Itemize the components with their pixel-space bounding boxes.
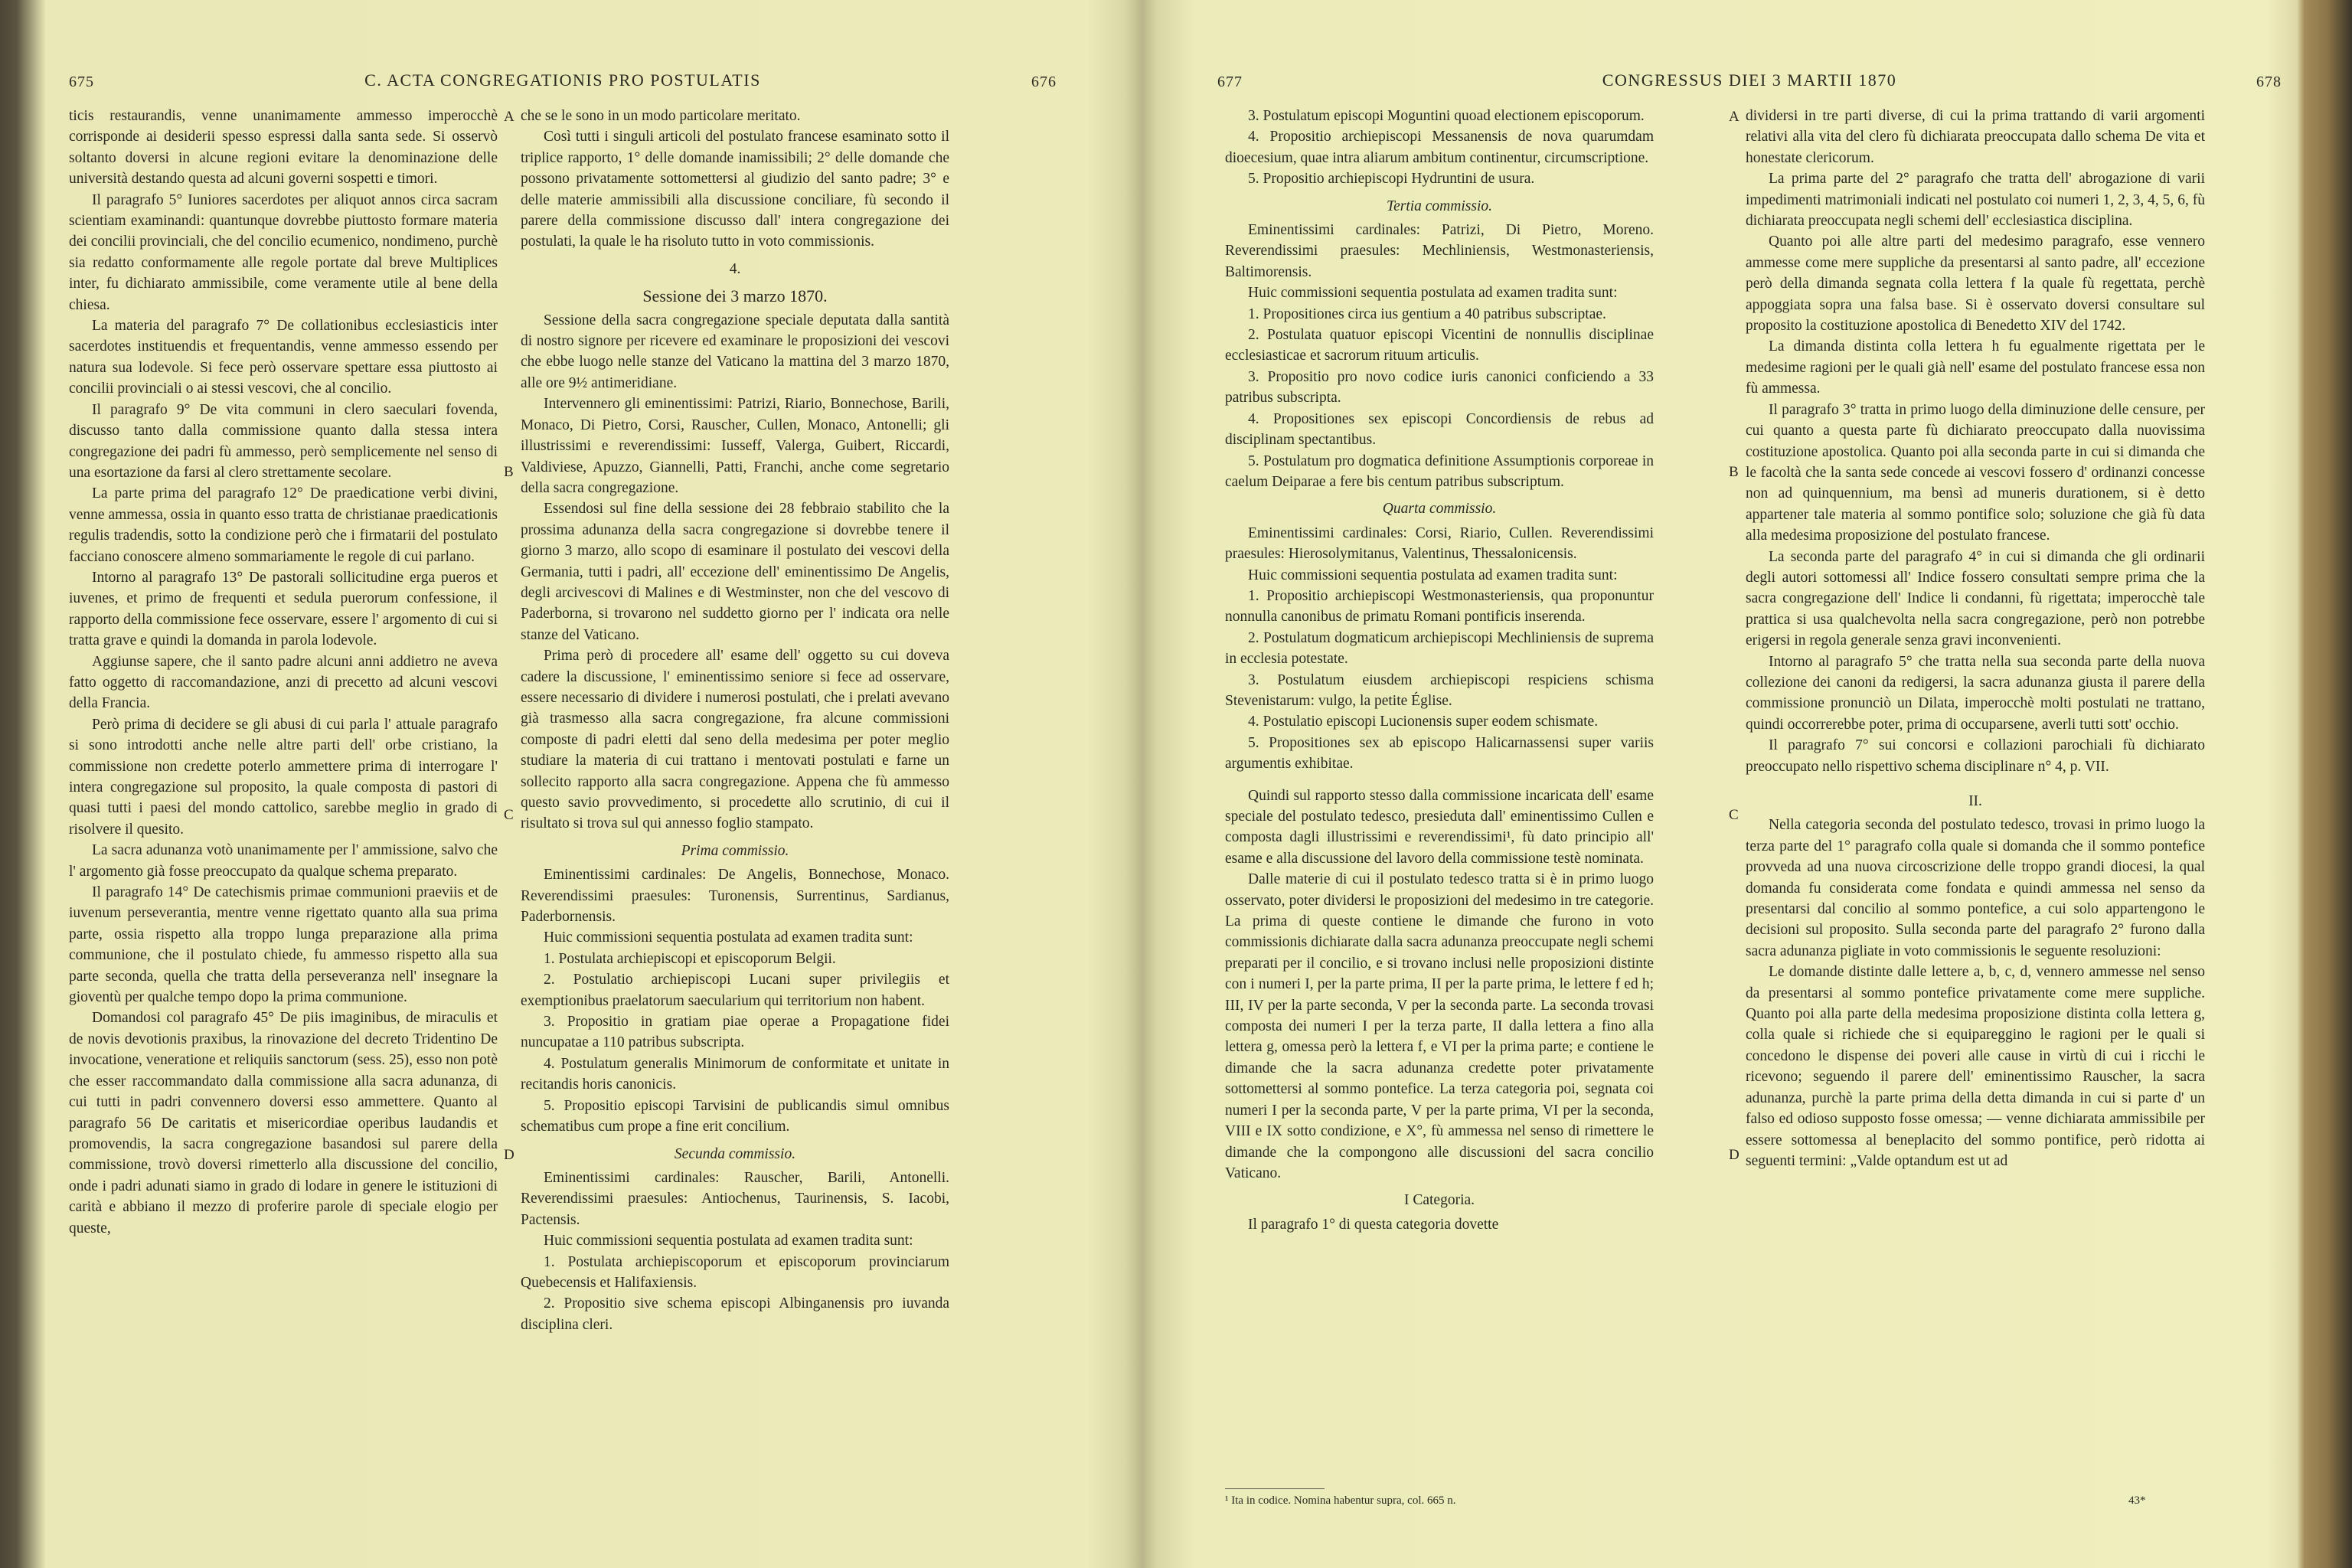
list-item: 2. Postulatum dogmaticum archiepiscopi Mechliniensis de suprema in ecclesia potestate. — [1225, 629, 1654, 668]
page-number: 678 — [2256, 74, 2282, 90]
running-head-right — [1217, 67, 2282, 98]
paragraph: Huic commissioni sequentia postulata ad examen tradita sunt: — [544, 929, 913, 946]
text-column — [69, 106, 498, 1239]
list-item: 3. Propositio pro novo codice iuris canonici conficiendo a 33 patribus subscripta. — [1225, 368, 1654, 407]
running-title: CONGRESSUS DIEI 3 MARTII 1870 — [1602, 70, 1897, 90]
list-item: 4. Propositio archiepiscopi Messanensis de nova quarumdam dioecesium, quae intra aliarum ambitum continentur, circumscriptione. — [1225, 129, 1654, 166]
paragraph: Le domande distinte dalle lettere a, b, c, d, vennero ammesse nel senso da presentarsi al sommo pontefice privatamente come mere suppliche. Quanto poi alla parte della medesima proposizione distinta colla lettera g, colla quale si richiede che si equipareggino le ragioni per le quali si concedono le dispense dei poveri alle cause in virtù di cui i ricchi le ricevono; seguendo il parere dell' eminentissimo Rauscher, la sacra adunanza, purchè la parte prima della detta dimanda in cui si parte d' un falso ed odioso supposto fosse omessa; — venne dichiarata ammissibile per essere sottomessa al beneplacito del sommo pontifice, però ridotta ai seguenti termini: „Valde optandum est ut ad — [1746, 964, 2205, 1169]
section-heading: Sessione dei 3 marzo 1870. — [642, 286, 828, 306]
paragraph: La seconda parte del paragrafo 4° in cui si dimanda che gli ordinarii degli autori sottomessi all' Indice fossero consultati sempre prima che la sacra congregazione dell' Indice li condanni, fù rigettata; imperocchè tale prattica si usa qualchevolta nella sacra congregazione, però non potrebbe erigersi in regola generale senza gravi inconvenienti. — [1746, 548, 2205, 649]
subheading: Tertia commissio. — [1387, 198, 1492, 214]
paragraph: Il paragrafo 5° Iuniores sacerdotes per aliquot annos circa sacram scientiam examinandi: quantunque dovrebbe piuttosto formare materia dei concilii provinciali, che del concilio ecumenico, nondimeno, purchè sia redatto conformamente alle regole portate dal breve Multiplices inter, fu dichiarato ammissibile, come veramente utile al bene della chiesa. — [69, 191, 498, 313]
paragraph: Prima però di procedere all' esame dell' oggetto su cui doveva cadere la discussione, l' eminentissimo seniore si fece ad osservare, essere necessario di dividere i numerosi postulati, che i prelati avevano già trasmesso alla sacra congregazione, fra alcune commissioni composte di padri eletti dal seno della medesima per poter meglio studiare la materia di cui trattano i mentovati postulati e farne un sollecito rapporto alla sacra congregazione. Appena che fù ammesso questo savio provvedimento, si procedette allo scrutinio, di cui il risultato si trova sul qui annesso foglio stampato. — [521, 648, 949, 832]
paragraph: dividersi in tre parti diverse, di cui la prima trattando di varii argomenti relativi alla vita del clero fù dichiarata preoccupata dallo schema De vita et honestate clericorum. — [1746, 108, 2205, 166]
paragraph: Sessione della sacra congregazione speciale deputata dalla santità di nostro signore per ricevere ed examinare le proposizioni dei vescovi che ebbe luogo nelle stanze del Vaticano la mattina del 3 marzo 1870, alle ore 9½ antimeridiane. — [521, 312, 949, 391]
running-title: C. ACTA CONGREGATIONIS PRO POSTULATIS — [364, 70, 761, 90]
text-column — [1225, 106, 1654, 1235]
margin-letter: D — [1729, 1147, 1740, 1163]
paragraph: Nella categoria seconda del postulato tedesco, trovasi in primo luogo la terza parte del 1° paragrafo colla quale si domanda che il sommo pontefice provveda ad una nuova circoscrizione delle troppo grandi diocesi, la qual domanda fu considerata come fondata e quindi ammessa nel senso da presentarsi dal concilio al sommo pontefice, a cui solo appartengono le decisioni sul proposito. Sulla seconda parte del paragrafo 2° furono dalla sacra adunanza pigliate in voto commissionis le seguente resoluzioni: — [1746, 817, 2205, 959]
paragraph: Così tutti i singuli articoli del postulato francese esaminato sotto il triplice rapporto, 1° delle domande inamissibili; 2° delle domande che possono privatamente sottomettersi al giudizio del santo padre; 3° e delle materie ammissibili alla discussione conciliare, fù secondo il parere della commissione discusso dall' intera congregazione dei postulati, la quale le ha risoluto tutto in voto commissionis. — [521, 129, 949, 250]
list-item: 2. Propositio sive schema episcopi Albinganensis pro iuvanda disciplina cleri. — [521, 1295, 949, 1333]
list-item: 1. Propositio archiepiscopi Westmonasteriensis, qua proponuntur nonnulla canonibus de primatu Romani pontificis inserenda. — [1225, 587, 1654, 626]
subheading: I Categoria. — [1403, 1192, 1475, 1209]
paragraph: Però prima di decidere se gli abusi di cui parla l' attuale paragrafo si sono introdotti anche nelle altre parti dell' orbe cristiano, la commissione non credette poterlo ammettere prima di interrogare l' intera congregazione sul proposito, la quale composta di pastori di quasi tutti i paesi del mondo cattolico, sarebbe meglio in grado di risolvere il quesito. — [69, 716, 498, 838]
margin-letter: A — [1729, 109, 1740, 125]
list-item: 4. Postulatio episcopi Lucionensis super eodem schismate. — [1248, 714, 1599, 730]
paragraph: Eminentissimi cardinales: Corsi, Riario, Cullen. Reverendissimi praesules: Hierosolymitanus, Valentinus, Thessalonicensis. — [1225, 524, 1654, 563]
list-item: 5. Propositiones sex ab episcopo Halicarnassensi super variis argumentis exhibitae. — [1225, 734, 1654, 773]
text-column — [1746, 106, 2205, 1171]
text-column — [521, 106, 949, 1335]
paragraph: che se le sono in un modo particolare meritato. — [521, 108, 801, 124]
page-number: 677 — [1217, 74, 1243, 90]
list-item: 4. Postulatum generalis Minimorum de conformitate et unitate in recitandis horis canonicis. — [521, 1055, 949, 1093]
paragraph: La materia del paragrafo 7° De collationibus ecclesiasticis inter sacerdotes instituendis et frequentandis, venne ammesso essendo per natura sua lodevole. Si fece però osservare spettare essa piuttosto ai concilii provinciali o ai stessi vescovi, che al concilio. — [69, 318, 498, 397]
paragraph: Eminentissimi cardinales: Rauscher, Barili, Antonelli. Reverendissimi praesules: Antiochenus, Taurinensis, S. Iacobi, Pactensis. — [521, 1169, 949, 1228]
paragraph: Eminentissimi cardinales: Patrizi, Di Pietro, Moreno. Reverendissimi praesules: Mechliniensis, Westmonasteriensis, Baltimorensis. — [1225, 222, 1654, 280]
paragraph: Quanto poi alle altre parti del medesimo paragrafo, esse vennero ammesse come mere suppliche da presentarsi al santo padre, all' eccezione però della dimanda segnata colla lettera f la quale fù regettata, perchè appoggiata sopra una falsa base. Si è osservato doversi consultare sul proposito la costituzione apostolica di Benedetto XIV del 1742. — [1746, 234, 2205, 335]
margin-letter: A — [504, 109, 514, 125]
paragraph: Huic commissioni sequentia postulata ad examen tradita sunt: — [1248, 285, 1618, 302]
list-item: 1. Postulata archiepiscopi et episcoporum Belgii. — [544, 950, 836, 967]
signature-mark: 43* — [2128, 1494, 2146, 1507]
paragraph: Huic commissioni sequentia postulata ad examen tradita sunt: — [1248, 567, 1618, 583]
list-item: 4. Propositiones sex episcopi Concordiensis de rebus ad disciplinam spectantibus. — [1225, 410, 1654, 449]
paragraph: Intervennero gli eminentissimi: Patrizi, Riario, Bonnechose, Barili, Monaco, Di Pietro, Corsi, Rauscher, Cullen, Monaco, Antonelli; gli illustrissimi e reverendissimi: Iusseff, Valerga, Guibert, Riccardi, Valdiviese, Apuzzo, Giannelli, Patti, Franchi, anche come segretario della sacra congregazione. — [521, 396, 949, 496]
subheading: Quarta commissio. — [1382, 501, 1497, 518]
list-item: 3. Propositio in gratiam piae operae a Propagatione fidei nuncupatae a 110 patribus subscripta. — [521, 1014, 949, 1051]
list-item: 1. Propositiones circa ius gentium a 40 patribus subscriptae. — [1248, 305, 1606, 322]
margin-letter: B — [504, 464, 514, 480]
paragraph: Eminentissimi cardinales: De Angelis, Bonnechose, Monaco. Reverendissimi praesules: Turonensis, Surrentinus, Sardianus, Paderbornensis. — [521, 867, 949, 926]
paragraph: Huic commissioni sequentia postulata ad examen tradita sunt: — [544, 1233, 913, 1250]
list-item: 3. Postulatum episcopi Moguntini quoad electionem episcoporum. — [1248, 108, 1645, 124]
paragraph: La sacra adunanza votò unanimamente per l' ammissione, salvo che l' argomento già fosse preoccupato da qualque schema preparato. — [69, 842, 498, 880]
paragraph: Dalle materie di cui il postulato tedesco tratta si è in primo luogo osservato, poter dividersi le proposizioni del medesimo in tre categorie. La prima di queste contiene le dimande che furono in voto commissionis dichiarate dalla sacra adunanza preoccupate negli schemi preparati per il concilio, e si trovano inclusi nelle proposizioni distinte con i numeri I, per la parte prima, II per la parte prima, le lettere f ed h; III, IV per la parte seconda, V per la seconda parte. La seconda trovasi composta dei numeri I per la terza parte, II dalla lettera a fino alla lettera g, omessa però la lettera f, e VI per la prima parte; e contiene le dimande che la sacra adunanza credette poter privatamente sottomettersi al sommo pontefice. La terza categoria poi, segnata coi numeri I per la seconda parte, V per la parte prima, VI per la seconda, VIII e IX sotto condizione, e X°, fù ammessa nel senso di rimettere le dimande che la compongono alle discussioni del sacra concilio Vaticano. — [1225, 871, 1654, 1181]
list-item: 1. Postulata archiepiscoporum et episcoporum provinciarum Quebecensis et Halifaxiensis. — [521, 1253, 949, 1291]
paragraph: Aggiunse sapere, che il santo padre alcuni anni addietro ne aveva fatto oggetto di raccomandazione, anzi di precetto ad alcuni vescovi della Francia. — [69, 653, 498, 712]
paragraph: Intorno al paragrafo 13° De pastorali sollicitudine erga pueros et iuvenes, et primo de frequenti et sedula puerorum confessione, il rapporto della commissione fece osservare, essere l' argomento di cui si tratta grave e quindi la domanda in parola lodevole. — [69, 569, 498, 649]
paragraph: Quindi sul rapporto stesso dalla commissione incaricata dell' esame speciale del postulato tedesco, presieduta dall' eminentissimo Cullen e composta dagli illustrissimi e reverendissimi¹, fù dato principio all' esame e alla discussione del lavoro della commissione testè nominata. — [1225, 787, 1654, 867]
list-item: 5. Propositio archiepiscopi Hydruntini de usura. — [1248, 171, 1535, 188]
margin-letter: B — [1729, 464, 1739, 480]
left-page — [69, 0, 1057, 1568]
running-head-left — [69, 67, 1057, 98]
section-number: 4. — [729, 260, 741, 277]
paragraph: Il paragrafo 7° sui concorsi e collazioni parochiali fù dichiarato preoccupato nello rispettivo schema disciplinare n° 4, p. VII. — [1746, 737, 2205, 775]
paragraph: Il paragrafo 14° De catechismis primae communioni praeviis et de iuvenum perseverantia, mentre venne rigettato quanto alla sua prima parte, ossia rispetto alla troppo lunga preparazione alla prima communione, che il postulato chiede, fu ammesso rispetto alla sua parte seconda, quella che tratta della perseveranza nell' insegnare la gioventù per qualche tempo dopo la prima communione. — [69, 884, 498, 1006]
margin-letter: C — [504, 807, 514, 823]
list-item: 2. Postulata quatuor episcopi Vicentini de nonnullis disciplinae ecclesiasticae et sacrorum rituum articulis. — [1225, 327, 1654, 364]
paragraph: Intorno al paragrafo 5° che tratta nella sua seconda parte della nuova collezione dei canoni da redigersi, la sacra adunanza giusta il parere della commissione pronunciò un Dilata, imperocchè molti postulati ne trattano, quindi occorrerebbe poter, prima di occuparsene, averli tutti sott' occhio. — [1746, 653, 2205, 733]
section-number: II. — [1968, 793, 1982, 809]
list-item: 5. Propositio episcopi Tarvisini de publicandis simul omnibus schematibus cum prope a fine erit concilium. — [521, 1097, 949, 1135]
list-item: 2. Postulatio archiepiscopi Lucani super privilegiis et exemptionibus praelatorum saecularium qui territorium non habent. — [521, 972, 949, 1009]
right-page — [1217, 0, 2282, 1568]
paragraph: La parte prima del paragrafo 12° De praedicatione verbi divini, venne ammessa, ossia in quanto esso tratta de christianae praedicationis regulis tradendis, sotto la condizione però che i firmatarii del postulato facciano conoscere almeno sommariamente le regole di cui parlano. — [69, 485, 498, 565]
paragraph: La prima parte del 2° paragrafo che tratta dell' abrogazione di varii impedimenti matrimoniali indicati nel postulato coi numeri 1, 2, 3, 4, 5, 6, fù dichiarata preoccupata negli schemi dell' ecclesiastica disciplina. — [1746, 171, 2205, 230]
footnote-rule — [1225, 1488, 1325, 1489]
page-number: 675 — [69, 74, 94, 90]
subheading: Secunda commissio. — [674, 1145, 796, 1162]
paragraph: Il paragrafo 1° di questa categoria dovette — [1248, 1216, 1499, 1233]
page-number: 676 — [1031, 74, 1057, 90]
paragraph: ticis restaurandis, venne unanimamente ammesso imperocchè corrisponde ai desiderii spesso espressi dalla santa sede. Si osservò soltanto doversi in alcune regioni evitare la denominazione delle università destando questa ad alcuni governi sospetti e timori. — [69, 108, 498, 188]
paragraph: La dimanda distinta colla lettera h fu egualmente rigettata per le medesime ragioni per le quali già nell' esame del postulato francese essa non fù ammessa. — [1746, 338, 2205, 397]
list-item: 3. Postulatum eiusdem archiepiscopi respiciens schisma Stevenistarum: vulgo, la petite Église. — [1225, 671, 1654, 709]
paragraph: Domandosi col paragrafo 45° De piis imaginibus, de miraculis et de novis devotionis praxibus, la rinovazione del decreto Tridentino De invocatione, veneratione et reliquiis sanctorum (sess. 25), esso non potè che esser raccommandato dalla commissione alla sacra adunanza, di cui tutti in padri convennero doversi esso ammettere. Quanto al paragrafo 56 De caritatis et misericordiae operibus laudandis et promovendis, la sacra congregazione basandosi sul parere della commissione, trovò doversi rimetterlo alla discussione del concilio, onde i padri adunati siamo in grado di lodare in genere le istituzioni di carità e abbiano il mezzo di proferire parole di speciale elogio per queste, — [69, 1010, 498, 1236]
list-item: 5. Postulatum pro dogmatica definitione Assumptionis corporeae in caelum Deiparae a fere bis centum patribus subscriptum. — [1225, 452, 1654, 490]
margin-letter: D — [504, 1147, 514, 1163]
margin-letter: C — [1729, 807, 1739, 823]
paragraph: Essendosi sul fine della sessione dei 28 febbraio stabilito che la prossima adunanza della sacra congregazione si dovrebbe tenere il giorno 3 marzo, allo scopo di esaminare il postulato dei vescovi della Germania, tutti i padri, all' eccezione dell' eminentissimo De Angelis, degli arcivescovi di Malines e di Westminster, non che del vescovo di Paderborna, si trovarono nel suddetto giorno per l' indicata ora nelle stanze del Vaticano. — [521, 501, 949, 643]
paragraph: Il paragrafo 3° tratta in primo luogo della diminuzione delle censure, per cui quanto a questa parte fù dichiarato preoccupato dalla nuovissima costituzione apostolica. Quanto poi alla seconda parte in cui si dimanda che le facoltà che la santa sede concede ai vescovi fossero d' ordinanzi concesse non ad quinquennium, ma bensì ad muneris durationem, si è detto appartener tale materia al sommo pontifice solo; soluzione che già fù data alla medesima proposizione del postulato francese. — [1746, 401, 2205, 544]
subheading: Prima commissio. — [681, 842, 789, 859]
footnote: ¹ Ita in codice. Nomina habentur supra, col. 665 n. — [1225, 1494, 1456, 1507]
paragraph: Il paragrafo 9° De vita communi in clero saeculari fovenda, discusso tanto dalla commissione quanto dalla stessa intera congregazione dei padri fù ammesso, però semplicemente nel senso di una esortazione da farsi al clero strettamente secolare. — [69, 401, 498, 481]
